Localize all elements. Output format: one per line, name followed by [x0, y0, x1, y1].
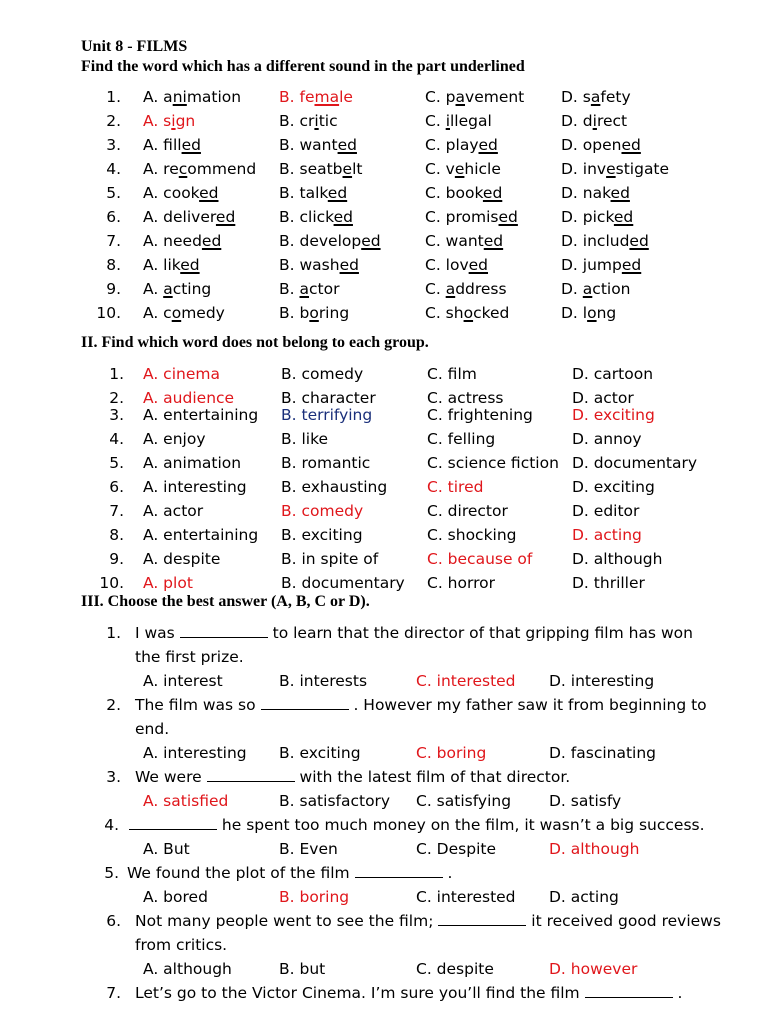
option-item: D. long	[561, 304, 617, 322]
option-item: B. Even	[279, 840, 338, 858]
underlined-part: ed	[361, 232, 381, 250]
option-item: C. boring	[416, 744, 487, 762]
underlined-part: ed	[215, 208, 236, 226]
option-item: D. exciting	[572, 478, 655, 496]
question-number: 3.	[106, 768, 121, 786]
underlined-part: a	[299, 280, 309, 298]
option-item: A. acting	[143, 280, 212, 298]
section2-heading: II. Find which word does not belong to each group.	[81, 334, 429, 351]
option-item: A. entertaining	[143, 406, 259, 424]
option-item: D. investigate	[561, 160, 670, 178]
option-item: B. wanted	[279, 136, 357, 154]
option-item: B. terrifying	[281, 406, 373, 424]
question-text-cont: the first prize.	[135, 648, 244, 666]
underlined-part: a	[445, 280, 456, 298]
underlined-part: ed	[621, 136, 641, 154]
underlined-part: ed	[199, 184, 219, 202]
option-item: D. included	[561, 232, 649, 250]
answer-blank[interactable]	[438, 911, 526, 926]
question-number: 4.	[104, 816, 119, 834]
question-number: 5.	[106, 184, 121, 202]
question-number: 7.	[109, 502, 124, 520]
option-item: B. but	[279, 960, 326, 978]
option-item: A. despite	[143, 550, 221, 568]
option-item: B. boring	[279, 888, 350, 906]
option-item: C. vehicle	[425, 160, 501, 178]
option-item: A. audience	[143, 389, 235, 407]
option-item: D. safety	[561, 88, 631, 106]
option-item: B. comedy	[281, 365, 364, 383]
option-item: D. annoy	[572, 430, 642, 448]
answer-blank[interactable]	[355, 863, 443, 878]
question-number: 6.	[106, 912, 121, 930]
question-number: 2.	[106, 112, 121, 130]
option-item: B. exhausting	[281, 478, 388, 496]
underlined-part: ed	[327, 184, 348, 202]
option-item: A. comedy	[143, 304, 225, 322]
option-item: D. opened	[561, 136, 641, 154]
option-item: B. clicked	[279, 208, 353, 226]
option-item: B. exciting	[279, 744, 361, 762]
option-item: C. because of	[427, 550, 533, 568]
underlined-part: ed	[333, 208, 353, 226]
option-item: C. science fiction	[427, 454, 559, 472]
question-text: We were with the latest film of that director.	[135, 768, 571, 786]
option-item: C. played	[425, 136, 498, 154]
option-item: D. editor	[572, 502, 640, 520]
option-item: C. booked	[425, 184, 503, 202]
option-item: D. picked	[561, 208, 634, 226]
option-item: C. despite	[416, 960, 494, 978]
option-item: D. although	[572, 550, 663, 568]
underlined-part: a	[582, 280, 593, 298]
underlined-part: o	[463, 304, 474, 322]
option-item: D. interesting	[549, 672, 655, 690]
question-number: 3.	[109, 406, 124, 424]
option-item: A. filled	[143, 136, 201, 154]
option-item: A. interest	[143, 672, 223, 690]
question-number: 5.	[104, 864, 119, 882]
option-item: C. film	[427, 365, 477, 383]
option-item: A. interesting	[143, 744, 247, 762]
question-number: 1.	[106, 624, 121, 642]
option-item: B. talked	[279, 184, 348, 202]
option-item: A. enjoy	[143, 430, 206, 448]
option-item: A. bored	[143, 888, 208, 906]
option-item: C. Despite	[416, 840, 496, 858]
underlined-part: o	[171, 304, 182, 322]
underlined-part: ma	[314, 88, 340, 106]
option-item: C. address	[425, 280, 507, 298]
option-item: A. entertaining	[143, 526, 259, 544]
question-number: 4.	[109, 430, 124, 448]
option-item: A. delivered	[143, 208, 236, 226]
question-number: 1.	[106, 88, 121, 106]
option-item: B. like	[281, 430, 329, 448]
underlined-part: ed	[180, 256, 200, 274]
option-item: D. satisfy	[549, 792, 622, 810]
option-item: C. promised	[425, 208, 518, 226]
option-item: B. boring	[279, 304, 350, 322]
question-text: We found the plot of the film .	[127, 864, 453, 882]
question-number: 7.	[106, 232, 121, 250]
option-item: B. developed	[279, 232, 381, 250]
option-item: B. comedy	[281, 502, 364, 520]
underlined-part: ed	[339, 256, 359, 274]
option-item: A. actor	[143, 502, 204, 520]
option-item: B. actor	[279, 280, 340, 298]
option-item: A. cinema	[143, 365, 220, 383]
option-item: B. satisfactory	[279, 792, 391, 810]
option-item: B. romantic	[281, 454, 371, 472]
underlined-part: e	[454, 160, 465, 178]
question-number: 9.	[106, 280, 121, 298]
answer-blank[interactable]	[261, 695, 349, 710]
question-number: 10.	[96, 304, 121, 322]
option-item: C. actress	[427, 389, 504, 407]
section3-heading: III. Choose the best answer (A, B, C or D).	[81, 593, 370, 610]
option-item: A. needed	[143, 232, 222, 250]
underlined-part: ed	[201, 232, 222, 250]
option-item: C. wanted	[425, 232, 504, 250]
option-item: A. sign	[143, 112, 196, 130]
option-item: A. recommend	[143, 160, 257, 178]
option-item: D. exciting	[572, 406, 655, 424]
option-item: B. washed	[279, 256, 359, 274]
option-item: D. naked	[561, 184, 630, 202]
option-item: C. pavement	[425, 88, 525, 106]
underlined-part: ed	[181, 136, 201, 154]
underlined-part: ed	[629, 232, 649, 250]
option-item: C. shocked	[425, 304, 510, 322]
question-text: he spent too much money on the film, it wasn’t a big success.	[129, 815, 705, 835]
underlined-part: ed	[498, 208, 518, 226]
option-item: B. female	[279, 88, 353, 106]
question-number: 2.	[109, 389, 124, 407]
option-item: D. although	[549, 840, 640, 858]
underlined-part: a	[163, 280, 173, 298]
option-item: A. interesting	[143, 478, 247, 496]
underlined-part: ed	[468, 256, 489, 274]
underlined-part: a	[455, 88, 466, 106]
option-item: C. illegal	[425, 112, 492, 130]
question-number: 9.	[109, 550, 124, 568]
option-item: D. however	[549, 960, 638, 978]
unit-title: Unit 8 - FILMS	[81, 38, 188, 55]
underlined-part: ed	[610, 184, 630, 202]
underlined-part: ni	[172, 88, 187, 106]
option-item: D. documentary	[572, 454, 698, 472]
question-number: 3.	[106, 136, 121, 154]
underlined-part: ed	[482, 184, 503, 202]
question-number: 6.	[106, 208, 121, 226]
question-text: I was to learn that the director of that gripping film has won	[135, 624, 693, 642]
option-item: B. in spite of	[281, 550, 379, 568]
option-item: A. cooked	[143, 184, 219, 202]
question-number: 6.	[109, 478, 124, 496]
option-item: B. seatbelt	[279, 160, 363, 178]
underlined-part: i	[171, 112, 176, 130]
underlined-part: i	[445, 112, 450, 130]
underlined-part: e	[606, 160, 616, 178]
option-item: D. cartoon	[572, 365, 654, 383]
option-item: D. action	[561, 280, 631, 298]
underlined-part: ed	[337, 136, 357, 154]
option-item: C. tired	[427, 478, 484, 496]
question-text: Not many people went to see the film; it received good reviews	[135, 912, 721, 930]
underlined-part: i	[314, 112, 319, 130]
question-number: 7.	[106, 984, 121, 1002]
underlined-part: ed	[621, 256, 642, 274]
underlined-part: ed	[613, 208, 634, 226]
option-item: D. jumped	[561, 256, 642, 274]
option-item: C. shocking	[427, 526, 517, 544]
option-item: D. acting	[549, 888, 619, 906]
question-number: 4.	[106, 160, 121, 178]
answer-blank[interactable]	[180, 623, 268, 638]
option-item: A. animation	[143, 454, 242, 472]
answer-blank[interactable]	[585, 983, 673, 998]
question-number: 1.	[109, 365, 124, 383]
option-item: B. exciting	[281, 526, 363, 544]
option-item: C. felling	[427, 430, 496, 448]
option-item: C. horror	[427, 574, 495, 592]
option-item: C. interested	[416, 888, 516, 906]
underlined-part: ed	[478, 136, 498, 154]
option-item: D. thriller	[572, 574, 645, 592]
option-item: B. documentary	[281, 574, 405, 592]
question-text-cont: end.	[135, 720, 170, 738]
option-item: A. satisfied	[143, 792, 229, 810]
option-item: C. frightening	[427, 406, 533, 424]
underlined-part: e	[342, 160, 353, 178]
option-item: D. direct	[561, 112, 628, 130]
underlined-part: o	[309, 304, 319, 322]
option-item: A. animation	[143, 88, 242, 106]
underlined-part: ed	[483, 232, 504, 250]
question-text-cont: from critics.	[135, 936, 228, 954]
question-number: 8.	[109, 526, 124, 544]
underlined-part: o	[587, 304, 597, 322]
question-number: 10.	[99, 574, 124, 592]
option-item: D. acting	[572, 526, 642, 544]
option-item: A. although	[143, 960, 232, 978]
question-text: Let’s go to the Victor Cinema. I’m sure you’ll find the film .	[135, 984, 683, 1002]
option-item: C. director	[427, 502, 508, 520]
underlined-part: c	[178, 160, 188, 178]
question-number: 2.	[106, 696, 121, 714]
section1-heading: Find the word which has a different sound in the part underlined	[81, 58, 525, 75]
option-item: B. character	[281, 389, 376, 407]
option-item: B. critic	[279, 112, 338, 130]
answer-blank[interactable]	[207, 767, 295, 782]
option-item: B. interests	[279, 672, 368, 690]
underlined-part: i	[592, 112, 597, 130]
question-number: 8.	[106, 256, 121, 274]
underlined-part: a	[590, 88, 601, 106]
option-item: C. satisfying	[416, 792, 512, 810]
question-text: The film was so . However my father saw it from beginning to	[135, 696, 707, 714]
answer-blank[interactable]	[129, 815, 217, 830]
option-item: A. liked	[143, 256, 200, 274]
option-item: A. plot	[143, 574, 193, 592]
option-item: D. fascinating	[549, 744, 657, 762]
option-item: A. But	[143, 840, 190, 858]
option-item: C. interested	[416, 672, 516, 690]
option-item: C. loved	[425, 256, 489, 274]
question-number: 5.	[109, 454, 124, 472]
option-item: D. actor	[572, 389, 634, 407]
